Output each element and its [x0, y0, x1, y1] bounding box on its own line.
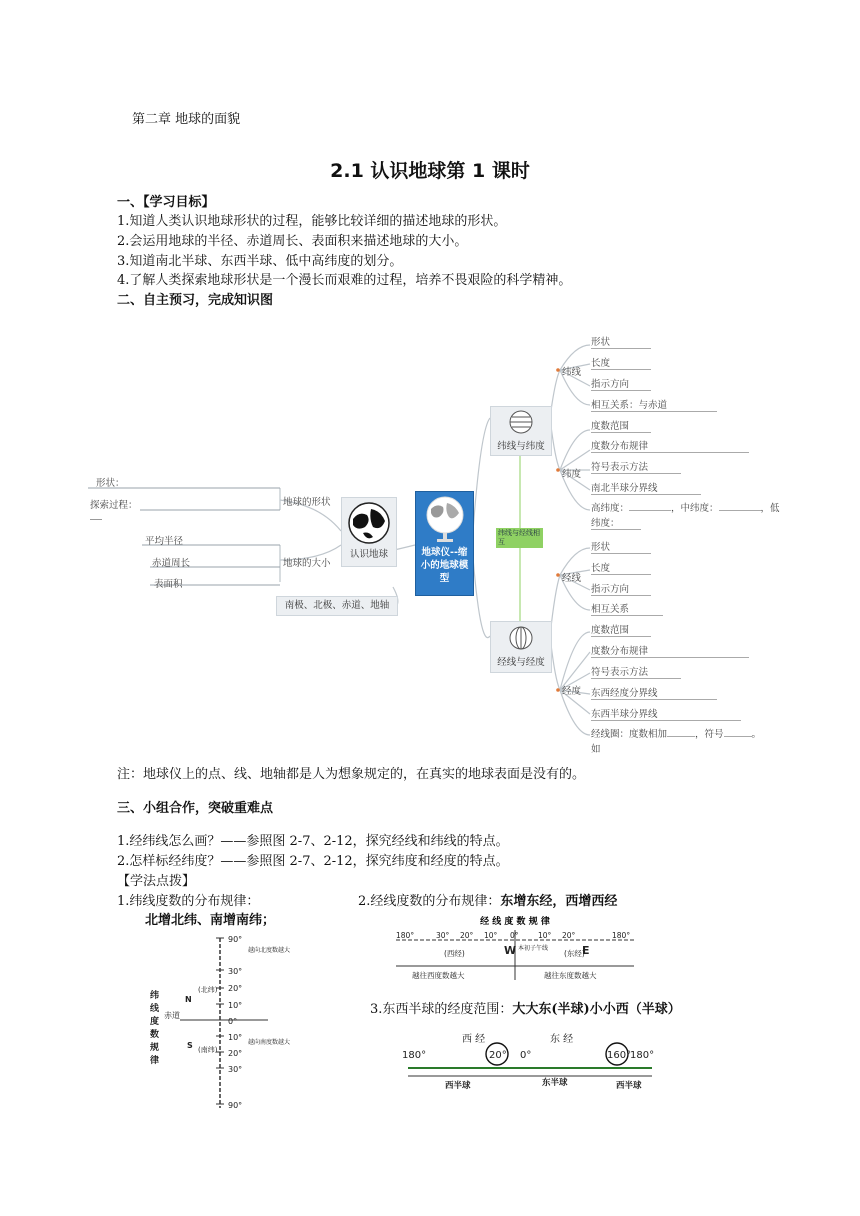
tip3-rule: 大大东(半球)小小西（半球） [512, 1002, 681, 1017]
weixian-item: 指示方向 [591, 376, 651, 391]
jingxian-item: 指示方向 [591, 581, 651, 596]
weidu-low: ，低 [760, 503, 780, 514]
lat-north: (北纬) [198, 986, 218, 994]
jingdu-item: 度数分布规律 [591, 643, 749, 658]
lon-tick: 180° [396, 931, 415, 940]
lon-west-note: 越往西度数越大 [412, 971, 465, 980]
lon-node [490, 621, 552, 673]
lat-side-char: 数 [150, 1030, 160, 1040]
task-item: 1.经纬线怎么画？——参照图 2-7、2-12，探究经线和纬线的特点。 [117, 834, 509, 849]
tip3-label: 3.东西半球的经度范围： [370, 1002, 513, 1017]
section2-heading: 二、自主预习，完成知识图 [117, 293, 274, 308]
lon-prime: 本初子午线 [518, 945, 549, 952]
lon-tick: 10° [484, 931, 498, 940]
shape-node: 地球的形状 [283, 497, 331, 508]
lat-tick: 20° [228, 984, 243, 993]
jingdu-circle-c: 。 [751, 729, 762, 740]
bottom-node: 南极、北极、赤道、地轴 [276, 596, 398, 616]
size-item-area: 表面积 [154, 579, 183, 590]
hemisphere-figure [400, 1030, 656, 1096]
longitude-globe-icon [508, 625, 534, 651]
lat-n: N [185, 995, 192, 1004]
section3-heading: 三、小组合作，突破重难点 [117, 801, 274, 816]
jingxian-item: 相互关系 [591, 601, 663, 616]
lat-tick: 20° [228, 1049, 243, 1058]
weixian-item: 相互关系：与赤道 [591, 397, 717, 412]
center-label: 地球仪--缩小的地球模型 [420, 547, 469, 584]
left-main-label: 认识地球 [349, 549, 388, 560]
jingxian-label: 经线 [562, 573, 582, 584]
jingdu-circle-b: ，符号 [695, 729, 724, 740]
shape-item-label: 形状： [96, 478, 125, 489]
lat-tick: 30° [228, 967, 243, 976]
lat-s: S [187, 1041, 193, 1050]
weidu-levels [591, 500, 780, 514]
lon-tick: 0° [510, 931, 519, 940]
jingdu-example: 如 [591, 744, 601, 755]
lat-tick: 90° [228, 1101, 243, 1110]
lon-west: (西经) [444, 949, 465, 958]
lon-tick: 20° [562, 931, 576, 940]
jingdu-circle-a: 经线圈：度数相加 [591, 729, 668, 740]
lat-side-char: 纬 [150, 991, 160, 1001]
jingdu-item: 东西经度分界线 [591, 685, 717, 700]
lat-node [490, 406, 552, 456]
longitude-rule-figure [392, 910, 638, 996]
tip1-text: 1.纬线度数的分布规律： [117, 894, 260, 909]
tips-heading: 【学法点拨】 [117, 874, 196, 889]
weidu-label: 纬度 [562, 469, 582, 480]
goal-item: 2.会运用地球的半径、赤道周长、表面积来描述地球的大小。 [117, 234, 468, 249]
goal-item: 1.知道人类认识地球形状的过程，能够比较详细的描述地球的形状。 [117, 214, 507, 229]
jingdu-item: 度数范围 [591, 622, 651, 637]
lat-side-char: 律 [150, 1056, 160, 1066]
tip2-text [358, 890, 617, 909]
hemi-tick: 20° [489, 1050, 507, 1061]
hemi-west-label: 西 经 [462, 1034, 486, 1045]
jingxian-item: 形状 [591, 539, 651, 554]
lat-south: (南纬) [198, 1046, 218, 1054]
page-title: 2.1 认识地球第 1 课时 [330, 160, 530, 182]
jingdu-item: 东西半球分界线 [591, 706, 741, 721]
hemi-east-label: 东 经 [550, 1034, 574, 1045]
goal-item: 3.知道南北半球、东西半球、低中高纬度的划分。 [117, 254, 403, 269]
weidu-item: 符号表示方法 [591, 459, 681, 474]
lat-node-label: 纬线与纬度 [497, 441, 545, 452]
weixian-label: 纬线 [562, 367, 582, 378]
link-node: 纬线与经线相互 [496, 528, 543, 548]
lon-title: 经 线 度 数 规 律 [480, 917, 550, 927]
task-item: 2.怎样标经纬度？——参照图 2-7、2-12，探究纬度和经度的特点。 [117, 854, 509, 869]
blank-line [90, 519, 102, 520]
lat-side-char: 度 [150, 1017, 160, 1027]
lat-tick: 10° [228, 1001, 243, 1010]
size-item-radius: 平均半径 [145, 536, 184, 547]
weixian-item: 长度 [591, 355, 651, 370]
latitude-globe-icon [508, 409, 534, 435]
lat-north-note: 越向北度数越大 [248, 947, 291, 954]
lat-tick: 30° [228, 1065, 243, 1074]
lat-tick: 0° [228, 1017, 238, 1026]
lat-side-char: 线 [150, 1004, 160, 1014]
size-item-circumference: 赤道周长 [152, 558, 191, 569]
weidu-item: 南北半球分界线 [591, 480, 701, 495]
tip2-label: 2.经线度数的分布规律： [358, 894, 501, 909]
chapter-header: 第二章 地球的面貌 [132, 112, 241, 127]
globe-icon [347, 501, 391, 545]
hemi-tick: 180° [402, 1050, 427, 1061]
lon-east: (东经) [564, 949, 585, 958]
lat-tick: 90° [228, 935, 243, 944]
jingdu-label: 经度 [562, 686, 582, 697]
note-text: 注：地球仪上的点、线、地轴都是人为想象规定的，在真实的地球表面是没有的。 [117, 767, 586, 782]
globe-model-icon [423, 495, 467, 543]
lon-e: E [582, 944, 590, 957]
lon-tick: 180° [612, 931, 631, 940]
jingdu-item: 符号表示方法 [591, 664, 681, 679]
weidu-high: 高纬度： [591, 503, 630, 514]
size-node: 地球的大小 [283, 558, 331, 569]
jingdu-circle [591, 726, 761, 740]
lon-tick: 10° [538, 931, 552, 940]
goal-item: 4.了解人类探索地球形状是一个漫长而艰难的过程，培养不畏艰险的科学精神。 [117, 273, 572, 288]
lon-w: W [504, 944, 517, 957]
jingxian-item: 长度 [591, 560, 651, 575]
weidu-item: 度数范围 [591, 418, 651, 433]
hemi-segment: 西半球 [445, 1081, 471, 1091]
tip1-rule: 北增北纬、南增南纬； [145, 913, 276, 928]
hemi-segment: 东半球 [542, 1078, 568, 1088]
hemi-segment: 西半球 [616, 1081, 642, 1091]
hemi-tick: 180° [630, 1050, 655, 1061]
lon-tick: 20° [460, 931, 474, 940]
center-node [415, 491, 474, 596]
weidu-item: 度数分布规律 [591, 438, 749, 453]
lat-south-note: 越向南度数越大 [248, 1039, 291, 1046]
explore-item-label: 探索过程： [90, 500, 138, 511]
tip3-text [370, 998, 681, 1017]
tip2-rule: 东增东经，西增西经 [500, 894, 618, 909]
weixian-item: 形状 [591, 334, 651, 349]
weidu-low-cont: 纬度： [591, 515, 641, 530]
lon-east-note: 越往东度数越大 [544, 971, 597, 980]
latitude-rule-figure [140, 928, 291, 1113]
lat-equator: 赤道 [164, 1011, 180, 1020]
lat-tick: 10° [228, 1033, 243, 1042]
weidu-mid: ，中纬度： [671, 503, 719, 514]
lat-side-char: 规 [150, 1043, 160, 1053]
lon-tick: 30° [436, 931, 450, 940]
section1-heading: 一、【学习目标】 [117, 195, 215, 210]
hemi-tick: 0° [520, 1050, 532, 1061]
lon-node-label: 经线与经度 [497, 657, 545, 668]
left-main-node [341, 497, 397, 567]
hemi-tick: 160° [607, 1050, 632, 1061]
